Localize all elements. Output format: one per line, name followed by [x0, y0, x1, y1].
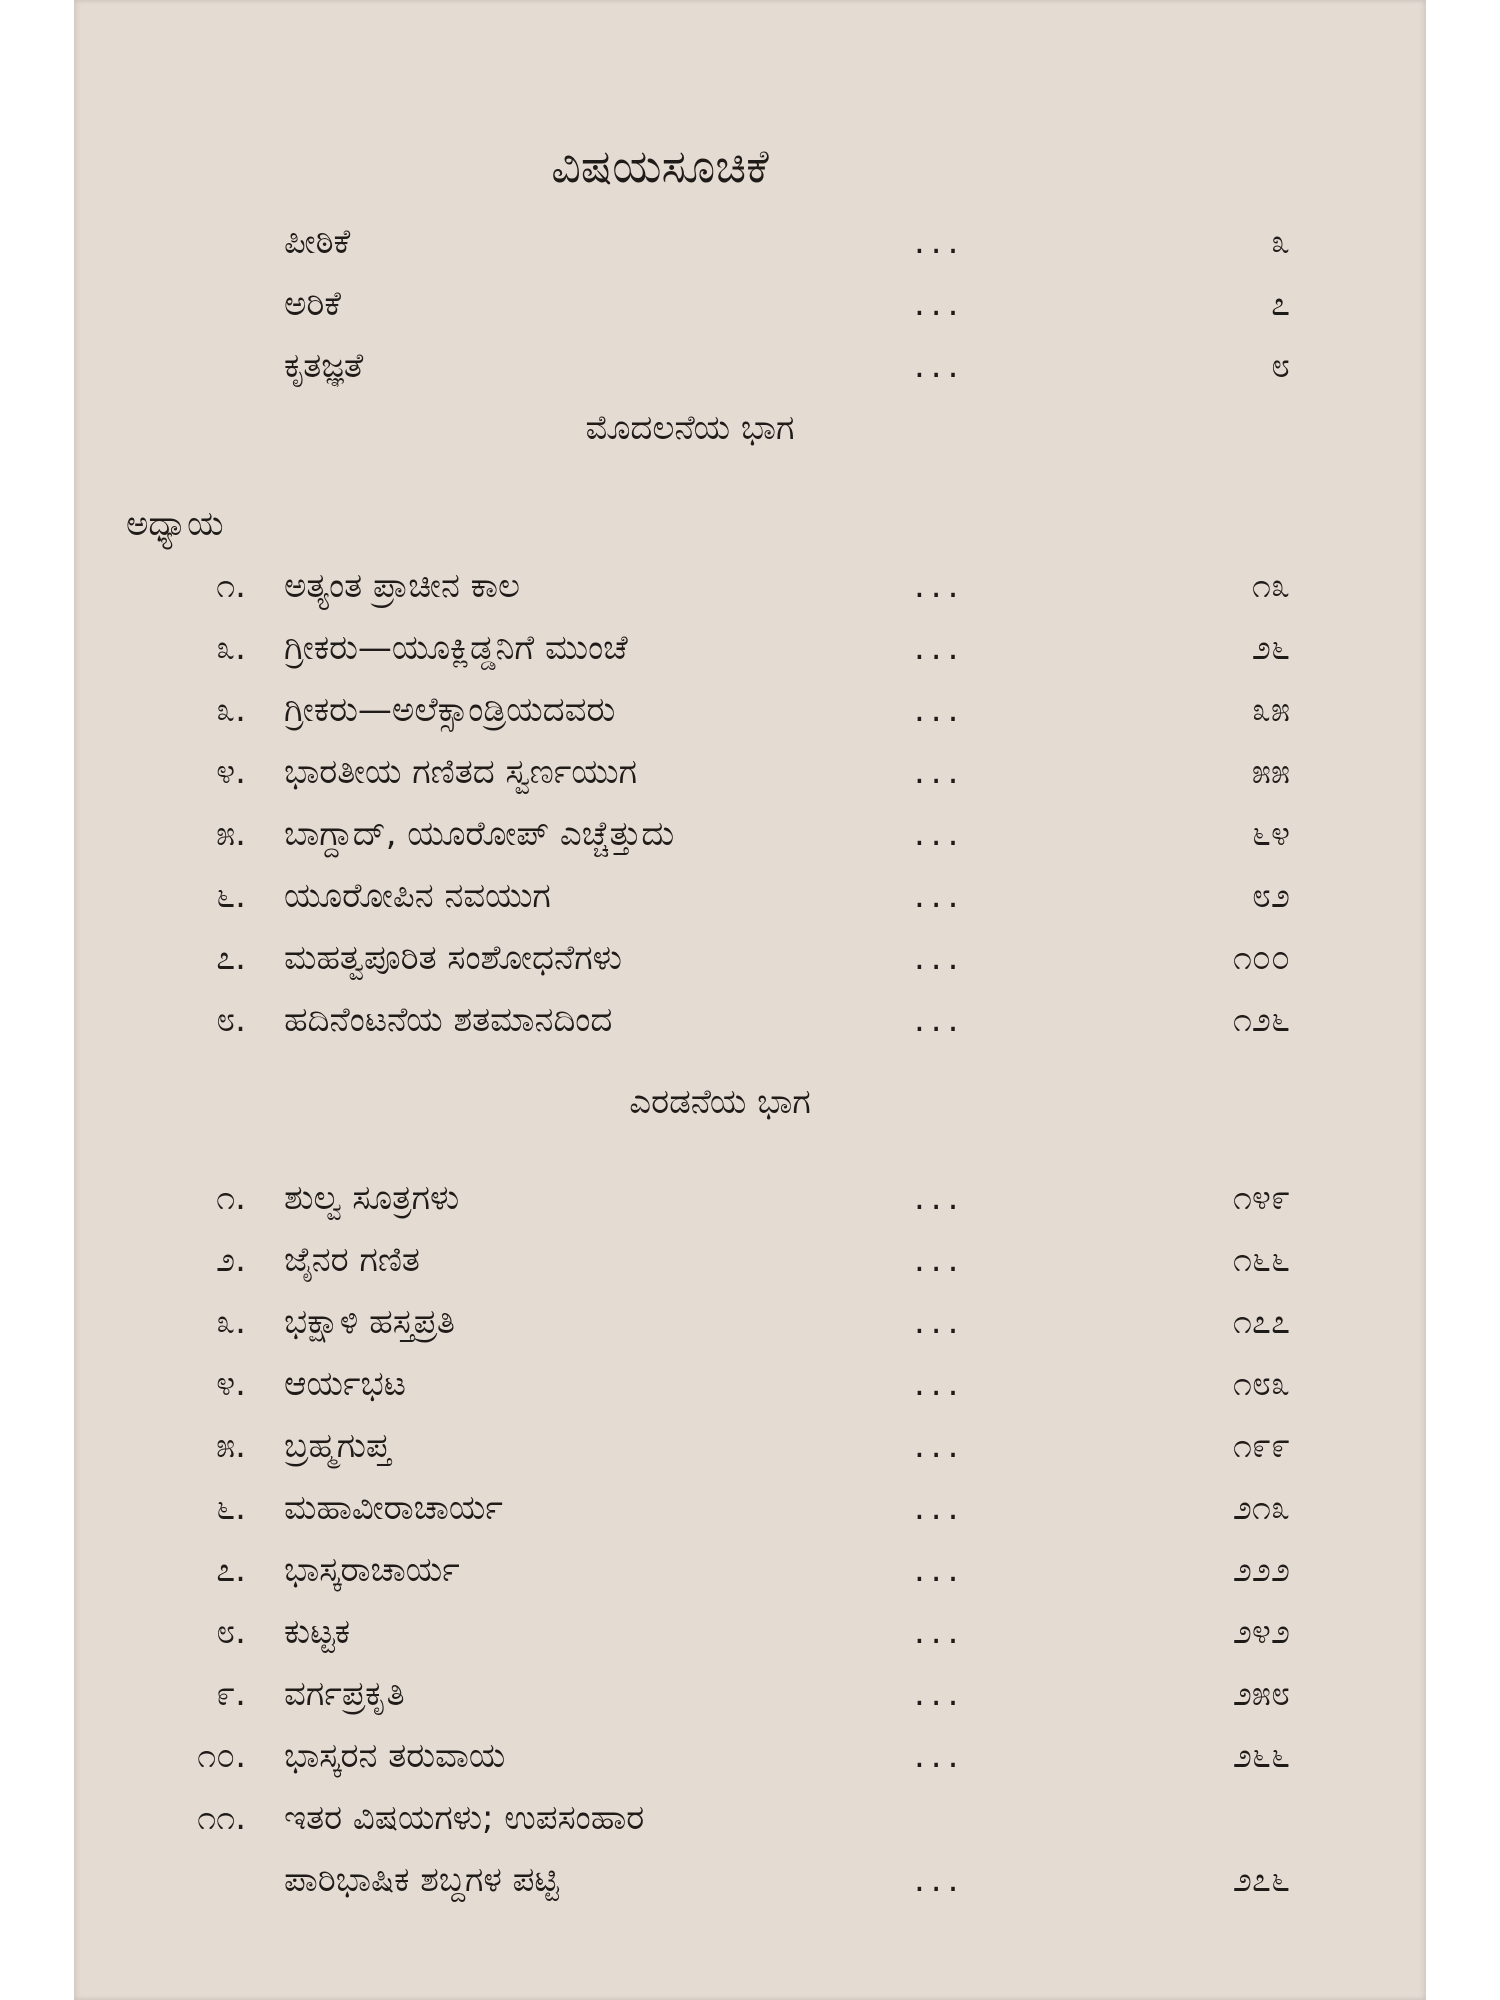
toc-entry-label: ಹದಿನೆಂಟನೆಯ ಶತಮಾನದಿಂದ	[284, 1000, 613, 1040]
chapter-column-label: ಅಧ್ಯಾಯ	[126, 504, 224, 544]
toc-row-part2-ch7	[74, 1544, 1426, 1596]
toc-row-part2-ch9	[74, 1668, 1426, 1720]
toc-leader-dots: ...	[914, 1364, 965, 1404]
toc-page-number: ೭	[1270, 284, 1290, 324]
toc-chapter-number: ೯.	[216, 1674, 246, 1714]
toc-row-part1-ch3	[74, 684, 1426, 736]
toc-chapter-number: ೭.	[216, 1550, 246, 1590]
toc-page-number: ೮೨	[1251, 876, 1290, 916]
toc-row-part2-ch11	[74, 1792, 1426, 1844]
toc-page-number: ೨೭೬	[1232, 1860, 1290, 1900]
toc-chapter-number: ೮.	[216, 1000, 246, 1040]
toc-page-number: ೨೬೬	[1232, 1736, 1290, 1776]
toc-entry-label: ಭಕ್ಷಾಳಿ ಹಸ್ತಪ್ರತಿ	[284, 1302, 455, 1342]
toc-entry-label: ಜೈನರ ಗಣಿತ	[284, 1240, 420, 1280]
toc-page-number: ೨೪೨	[1232, 1612, 1290, 1652]
toc-chapter-number: ೧.	[216, 1178, 246, 1218]
toc-entry-label: ಶುಲ್ವ ಸೂತ್ರಗಳು	[284, 1178, 460, 1218]
toc-leader-dots: ...	[914, 566, 965, 606]
toc-leader-dots: ...	[914, 1302, 965, 1342]
toc-entry-label: ಪಾರಿಭಾಷಿಕ ಶಬ್ದಗಳ ಪಟ್ಟಿ	[284, 1860, 560, 1900]
toc-entry-label: ವರ್ಗಪ್ರಕೃತಿ	[284, 1674, 405, 1714]
toc-leader-dots: ...	[914, 1674, 965, 1714]
toc-page-number: ೧೬೬	[1232, 1240, 1290, 1280]
toc-page-number: ೮	[1270, 346, 1290, 386]
toc-row-part2-ch3	[74, 1296, 1426, 1348]
toc-entry-label: ಕುಟ್ಟಕ	[284, 1612, 351, 1652]
toc-chapter-number: ೩.	[216, 1302, 246, 1342]
part-one-heading: ಮೊದಲನೆಯ ಭಾಗ	[585, 408, 795, 448]
toc-row-part2-ch5	[74, 1420, 1426, 1472]
toc-entry-label: ಮಹಾವೀರಾಚಾರ್ಯ	[284, 1488, 503, 1528]
toc-leader-dots: ...	[914, 1860, 965, 1900]
toc-page-number: ೧೨೬	[1232, 1000, 1290, 1040]
toc-chapter-number: ೪.	[216, 1364, 246, 1404]
toc-entry-label: ಅರಿಕೆ	[284, 284, 342, 324]
toc-leader-dots: ...	[914, 1488, 965, 1528]
toc-page-number: ೬೪	[1251, 814, 1290, 854]
toc-page-number: ೨೨೨	[1232, 1550, 1290, 1590]
toc-row-part2-ch10	[74, 1730, 1426, 1782]
toc-entry-label: ಭಾರತೀಯ ಗಣಿತದ ಸ್ವರ್ಣಯುಗ	[284, 752, 637, 792]
toc-chapter-number: ೬.	[216, 876, 246, 916]
toc-entry-label: ಗ್ರೀಕರು—ಯೂಕ್ಲಿಡ್ಡನಿಗೆ ಮುಂಚೆ	[284, 628, 628, 668]
toc-leader-dots: ...	[914, 1612, 965, 1652]
toc-entry-label: ಭಾಸ್ಕರನ ತರುವಾಯ	[284, 1736, 506, 1776]
toc-chapter-number: ೨.	[216, 1240, 246, 1280]
toc-leader-dots: ...	[914, 1550, 965, 1590]
toc-entry-label: ಅತ್ಯಂತ ಪ್ರಾಚೀನ ಕಾಲ	[284, 566, 520, 606]
toc-leader-dots: ...	[914, 876, 965, 916]
toc-row-part2-ch6	[74, 1482, 1426, 1534]
book-page	[74, 0, 1426, 2000]
toc-row-acknowledgement	[74, 340, 1426, 392]
toc-leader-dots: ...	[914, 814, 965, 854]
toc-entry-label: ಬ್ರಹ್ಮಗುಪ್ತ	[284, 1426, 391, 1466]
toc-chapter-number: ೫.	[216, 814, 246, 854]
toc-leader-dots: ...	[914, 1000, 965, 1040]
toc-leader-dots: ...	[914, 1240, 965, 1280]
toc-row-foreword	[74, 278, 1426, 330]
toc-page-number: ೧೮೩	[1232, 1364, 1290, 1404]
toc-leader-dots: ...	[914, 1736, 965, 1776]
toc-page-number: ೧೪೯	[1232, 1178, 1290, 1218]
toc-page-number: ೩೫	[1251, 690, 1290, 730]
part-two-heading: ಎರಡನೆಯ ಭಾಗ	[629, 1082, 811, 1122]
toc-entry-label: ಆರ್ಯಭಟ	[284, 1364, 406, 1404]
toc-page-number: ೧೦೦	[1232, 938, 1290, 978]
toc-entry-label: ಯೂರೋಪಿನ ನವಯುಗ	[284, 876, 551, 916]
toc-chapter-number: ೧೧.	[197, 1798, 246, 1838]
toc-entry-label: ಕೃತಜ್ಞತೆ	[284, 346, 364, 386]
toc-leader-dots: ...	[914, 222, 965, 262]
toc-row-part1-ch6	[74, 870, 1426, 922]
toc-page-number: ೧೩	[1251, 566, 1290, 606]
toc-leader-dots: ...	[914, 938, 965, 978]
toc-chapter-number: ೪.	[216, 752, 246, 792]
toc-page-number: ೧೭೭	[1232, 1302, 1290, 1342]
toc-page-number: ೨೧೩	[1232, 1488, 1290, 1528]
page-title: ವಿಷಯಸೂಚಿಕೆ	[551, 139, 769, 193]
toc-row-part2-ch2	[74, 1234, 1426, 1286]
toc-row-part1-ch7	[74, 932, 1426, 984]
toc-row-part1-ch2	[74, 622, 1426, 674]
toc-leader-dots: ...	[914, 346, 965, 386]
toc-row-glossary	[74, 1854, 1426, 1906]
toc-leader-dots: ...	[914, 284, 965, 324]
toc-page-number: ೨೬	[1251, 628, 1290, 668]
toc-row-part1-ch4	[74, 746, 1426, 798]
toc-row-part2-ch1	[74, 1172, 1426, 1224]
toc-page-number: ೨೫೮	[1232, 1674, 1290, 1714]
toc-chapter-number: ೩.	[216, 690, 246, 730]
toc-chapter-number: ೮.	[216, 1612, 246, 1652]
toc-entry-label: ಭಾಸ್ಕರಾಚಾರ್ಯ	[284, 1550, 460, 1590]
toc-chapter-number: ೧೦.	[197, 1736, 246, 1776]
toc-row-part2-ch4	[74, 1358, 1426, 1410]
toc-row-part1-ch5	[74, 808, 1426, 860]
toc-row-part1-ch1	[74, 560, 1426, 612]
toc-leader-dots: ...	[914, 628, 965, 668]
toc-row-part2-ch8	[74, 1606, 1426, 1658]
toc-chapter-number: ೧.	[216, 566, 246, 606]
toc-leader-dots: ...	[914, 752, 965, 792]
toc-chapter-number: ೩.	[216, 628, 246, 668]
toc-entry-label: ಗ್ರೀಕರು—ಅಲೆಕ್ಸಾಂಡ್ರಿಯದವರು	[284, 690, 616, 730]
toc-row-part1-ch8	[74, 994, 1426, 1046]
toc-leader-dots: ...	[914, 1426, 965, 1466]
toc-chapter-number: ೫.	[216, 1426, 246, 1466]
toc-chapter-number: ೬.	[216, 1488, 246, 1528]
toc-page-number: ೩	[1270, 222, 1290, 262]
toc-row-preface	[74, 216, 1426, 268]
toc-page-number: ೫೫	[1251, 752, 1290, 792]
toc-chapter-number: ೭.	[216, 938, 246, 978]
toc-entry-label: ಪೀಠಿಕೆ	[284, 222, 351, 262]
toc-leader-dots: ...	[914, 1178, 965, 1218]
toc-entry-label: ಇತರ ವಿಷಯಗಳು; ಉಪಸಂಹಾರ	[284, 1798, 645, 1838]
toc-entry-label: ಬಾಗ್ದಾದ್, ಯೂರೋಪ್ ಎಚ್ಚೆತ್ತುದು	[284, 814, 675, 854]
toc-entry-label: ಮಹತ್ವಪೂರಿತ ಸಂಶೋಧನೆಗಳು	[284, 938, 622, 978]
toc-page-number: ೧೯೯	[1232, 1426, 1290, 1466]
toc-leader-dots: ...	[914, 690, 965, 730]
